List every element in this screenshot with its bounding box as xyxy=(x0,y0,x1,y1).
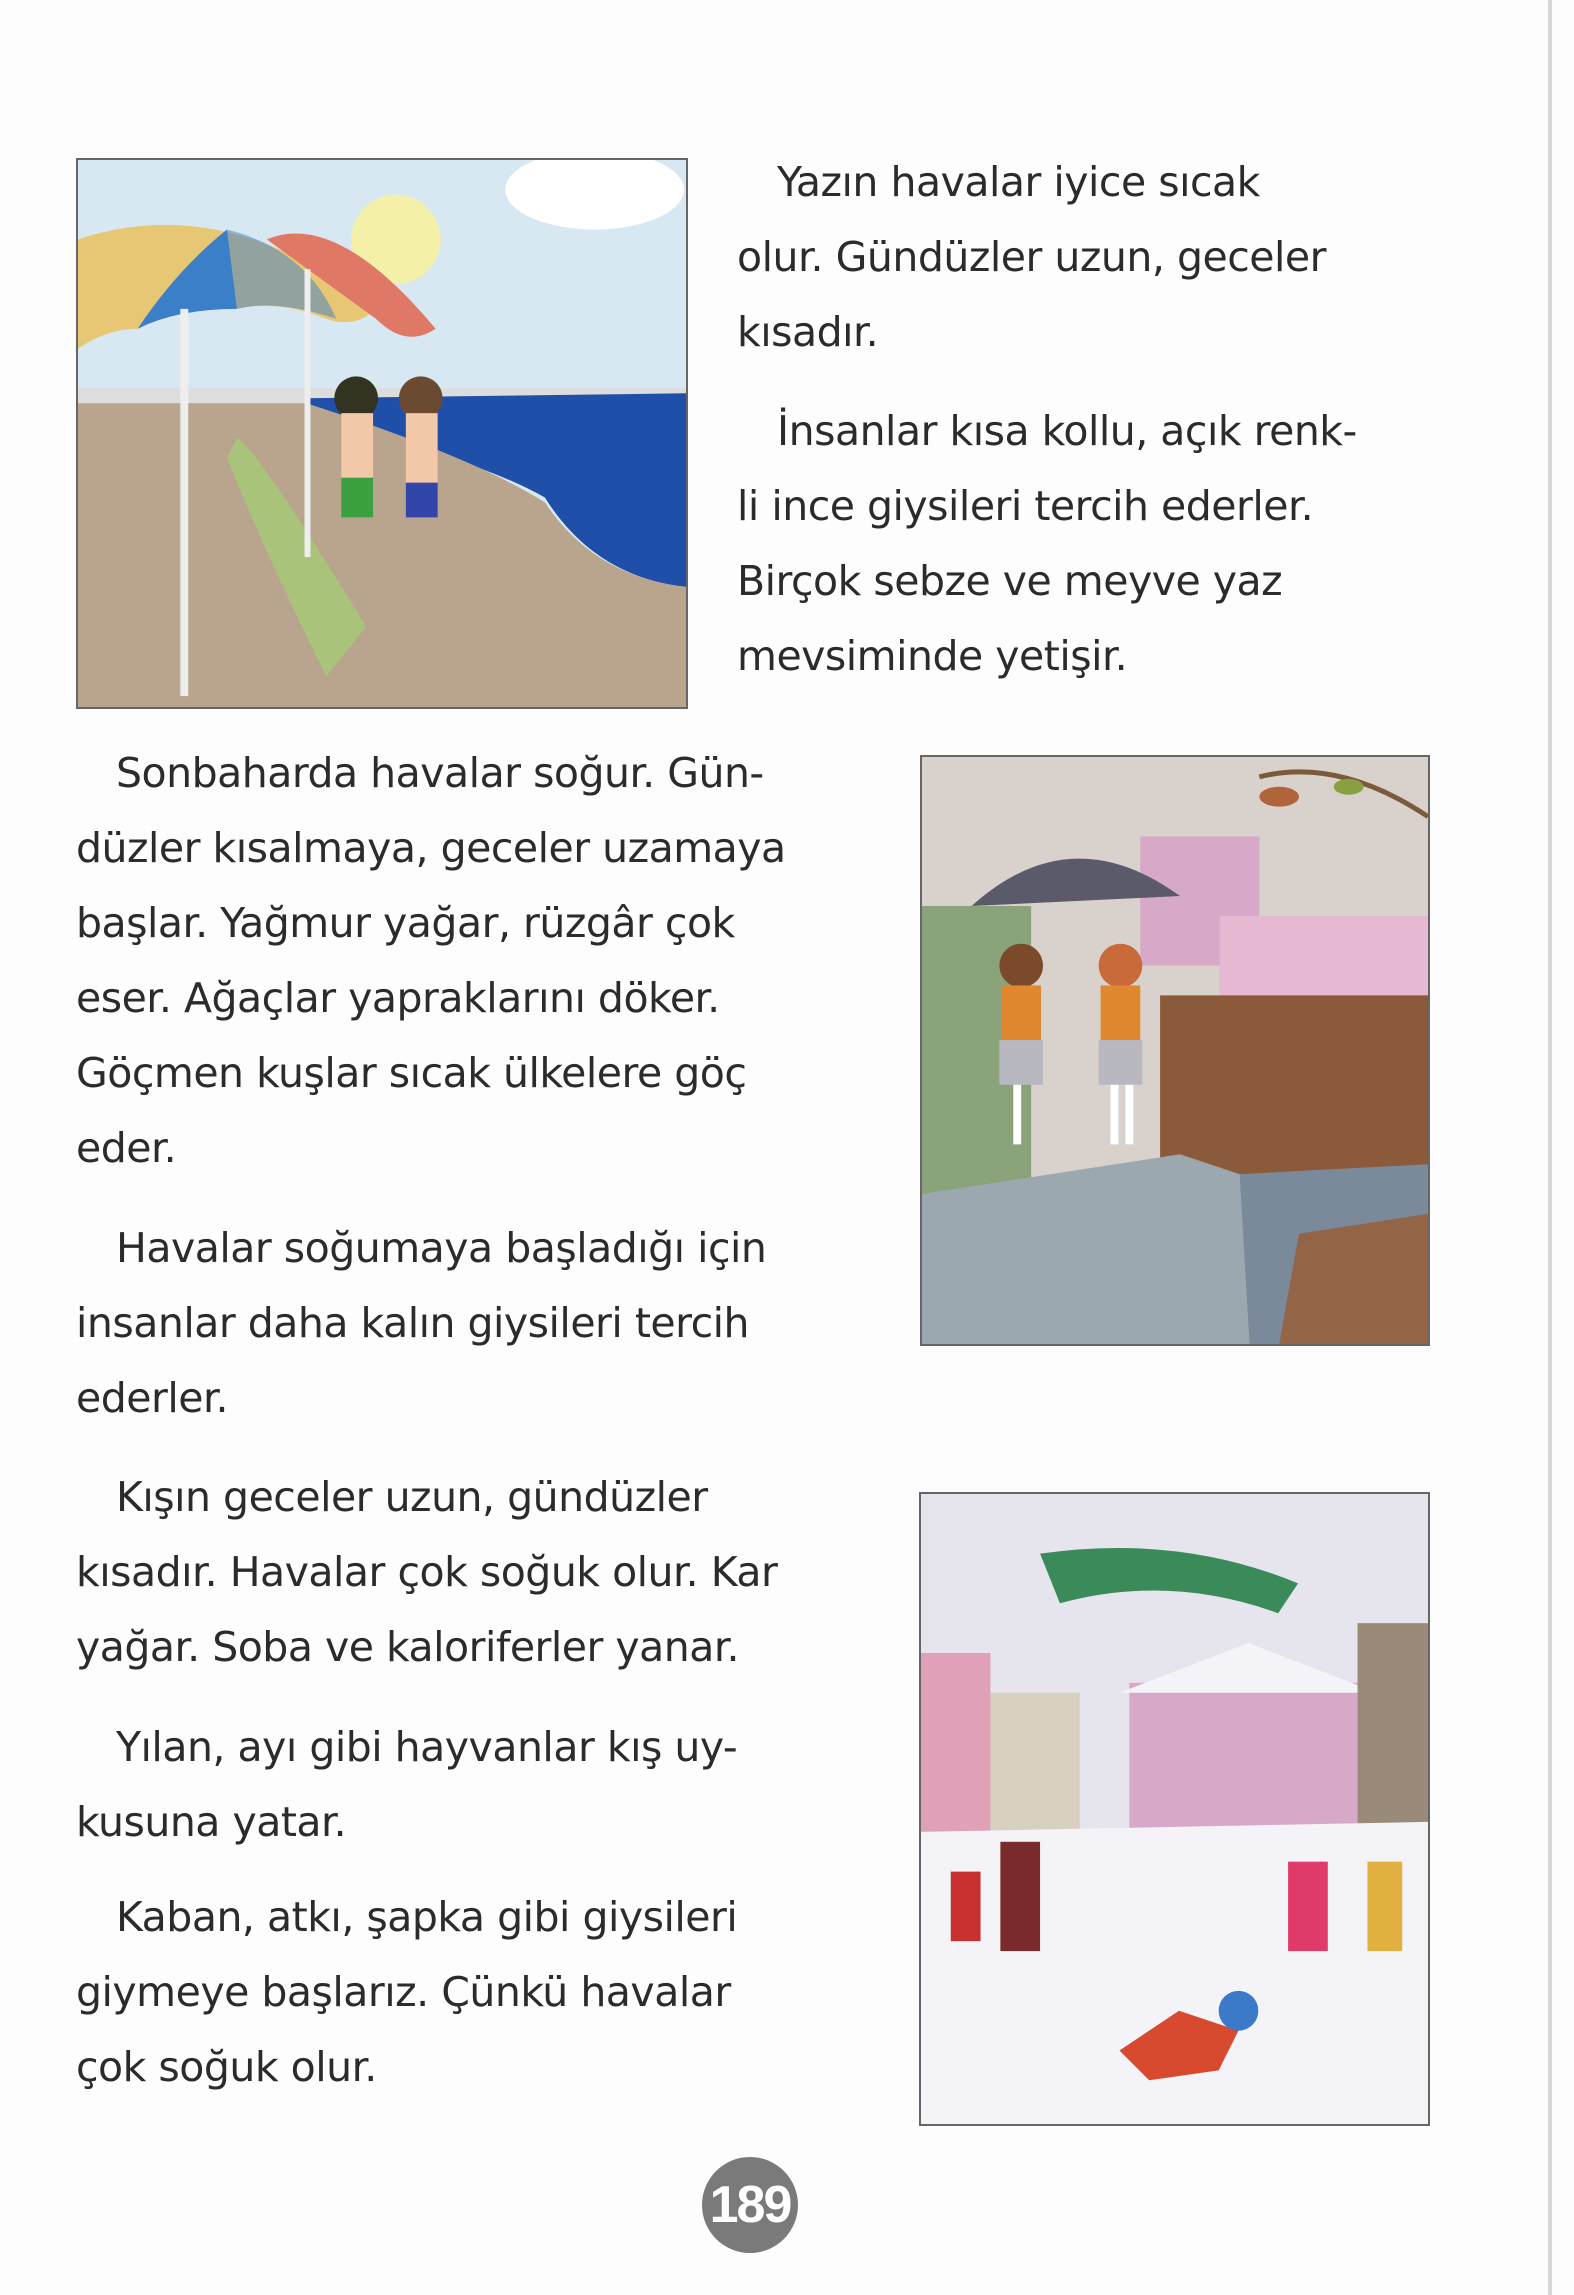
autumn-rain-illustration xyxy=(920,755,1430,1346)
page-edge xyxy=(1548,0,1552,2295)
text-line: kusuna yatar. xyxy=(76,1798,347,1846)
summer-paragraph-1 xyxy=(737,145,1326,370)
summer-paragraph-2 xyxy=(737,394,1357,694)
text-line: İnsanlar kısa kollu, açık renk- xyxy=(777,407,1357,455)
autumn-paragraph-2 xyxy=(76,1211,766,1436)
text-line: Yazın havalar iyice sıcak xyxy=(777,158,1260,206)
autumn-paragraph-1 xyxy=(76,736,786,1186)
winter-paragraph-3 xyxy=(76,1880,737,2105)
winter-paragraph-2 xyxy=(76,1710,737,1860)
winter-paragraph-1 xyxy=(76,1460,777,1685)
summer-beach-illustration xyxy=(76,158,688,709)
text-line: Sonbaharda havalar soğur. Gün- xyxy=(116,749,764,797)
winter-snow-illustration xyxy=(919,1492,1430,2126)
text-line: Yılan, ayı gibi hayvanlar kış uy- xyxy=(116,1723,738,1771)
text-line: mevsiminde yetişir. xyxy=(737,632,1128,680)
text-line: Kışın geceler uzun, gündüzler xyxy=(116,1473,708,1521)
text-line: Göçmen kuşlar sıcak ülkelere göç xyxy=(76,1049,747,1097)
text-line: düzler kısalmaya, geceler uzamaya xyxy=(76,824,786,872)
text-line: eser. Ağaçlar yapraklarını döker. xyxy=(76,974,720,1022)
text-line: li ince giysileri tercih ederler. xyxy=(737,482,1314,530)
text-line: giymeye başlarız. Çünkü havalar xyxy=(76,1968,731,2016)
text-line: kısadır. xyxy=(737,308,879,356)
text-line: çok soğuk olur. xyxy=(76,2043,377,2091)
text-line: eder. xyxy=(76,1124,177,1172)
text-line: Birçok sebze ve meyve yaz xyxy=(737,557,1283,605)
text-line: yağar. Soba ve kaloriferler yanar. xyxy=(76,1623,740,1671)
text-line: Havalar soğumaya başladığı için xyxy=(116,1224,767,1272)
text-line: insanlar daha kalın giysileri tercih xyxy=(76,1299,749,1347)
text-line: kısadır. Havalar çok soğuk olur. Kar xyxy=(76,1548,778,1596)
text-line: başlar. Yağmur yağar, rüzgâr çok xyxy=(76,899,735,947)
text-line: olur. Gündüzler uzun, geceler xyxy=(737,233,1326,281)
text-line: ederler. xyxy=(76,1374,229,1422)
text-line: Kaban, atkı, şapka gibi giysileri xyxy=(116,1893,738,1941)
page-number-badge: 189 xyxy=(702,2157,798,2253)
